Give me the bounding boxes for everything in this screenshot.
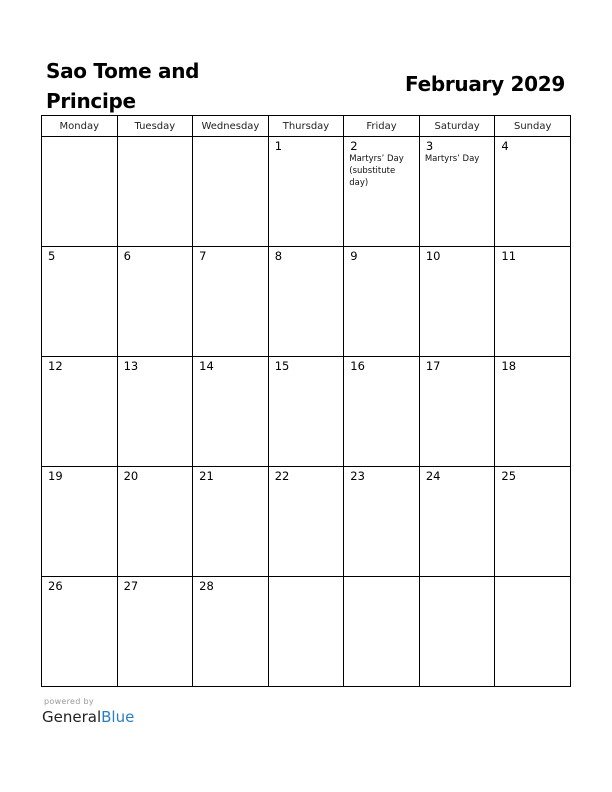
day-number [344, 577, 419, 579]
day-cell [193, 357, 269, 467]
day-cell [193, 577, 269, 687]
week-row [42, 137, 571, 247]
day-cell [419, 137, 495, 247]
day-number: 20 [123, 469, 139, 483]
week-row [42, 467, 571, 577]
week-row [42, 577, 571, 687]
week-row [42, 247, 571, 357]
day-number: 10 [425, 249, 441, 263]
day-cell [419, 577, 495, 687]
weekday-monday: Monday [42, 116, 118, 137]
day-number: 23 [350, 469, 365, 483]
day-number [420, 577, 495, 579]
weekday-sunday: Sunday [495, 116, 571, 137]
day-cell [344, 357, 420, 467]
day-number: 25 [501, 469, 517, 483]
weekday-friday: Friday [344, 116, 420, 137]
day-number: 9 [350, 249, 358, 263]
month-year-title: February 2029 [405, 72, 565, 96]
day-cell [42, 247, 118, 357]
day-number: 4 [501, 139, 509, 153]
day-number: 18 [501, 359, 517, 373]
logo-general-text: General [42, 708, 102, 726]
day-number: 27 [123, 579, 139, 593]
day-cell [495, 137, 571, 247]
day-cell [117, 577, 193, 687]
day-cell [495, 467, 571, 577]
day-number: 22 [274, 469, 290, 483]
day-cell [42, 357, 118, 467]
day-cell [268, 247, 344, 357]
day-cell [193, 467, 269, 577]
day-cell [344, 137, 420, 247]
day-number [495, 577, 570, 579]
day-number: 19 [48, 469, 63, 483]
day-cell [495, 577, 571, 687]
day-cell [193, 137, 269, 247]
day-cell [268, 467, 344, 577]
day-number [42, 137, 117, 139]
day-number: 1 [274, 139, 283, 153]
holiday-label: Martyrs’ Day [424, 154, 480, 164]
week-row [42, 357, 571, 467]
day-number: 7 [199, 249, 207, 263]
day-cell [117, 467, 193, 577]
day-number: 16 [350, 359, 365, 373]
day-cell [495, 247, 571, 357]
day-cell [42, 137, 118, 247]
footer-branding [42, 697, 134, 727]
day-number [118, 137, 193, 139]
day-number: 28 [199, 579, 214, 593]
day-cell [419, 467, 495, 577]
weekday-wednesday: Wednesday [193, 116, 269, 137]
day-cell [117, 357, 193, 467]
day-number: 15 [274, 359, 290, 373]
generalblue-logo[interactable] [42, 707, 134, 727]
day-cell [42, 577, 118, 687]
day-number [193, 137, 268, 139]
logo-blue-text: Blue [101, 708, 135, 726]
day-number: 8 [274, 249, 283, 263]
day-number: 24 [425, 469, 441, 483]
weekday-tuesday: Tuesday [117, 116, 193, 137]
day-number: 14 [199, 359, 214, 373]
day-cell [419, 357, 495, 467]
day-number: 12 [48, 359, 63, 373]
country-title: Sao Tome and Principe [46, 59, 200, 113]
day-cell [268, 137, 344, 247]
day-number: 6 [123, 249, 131, 263]
day-cell [193, 247, 269, 357]
day-number: 11 [501, 249, 517, 263]
weekday-header-row [42, 116, 571, 137]
day-cell [495, 357, 571, 467]
weekday-saturday: Saturday [419, 116, 495, 137]
day-cell [42, 467, 118, 577]
day-number: 17 [425, 359, 441, 373]
day-number [269, 577, 344, 579]
day-cell [117, 247, 193, 357]
day-cell [419, 247, 495, 357]
holiday-label: Martyrs’ Day (substitute day) [349, 154, 404, 188]
day-cell [344, 577, 420, 687]
powered-by-text: powered by [44, 697, 94, 706]
day-cell [344, 467, 420, 577]
day-cell [268, 577, 344, 687]
day-number: 13 [123, 359, 139, 373]
calendar-grid [41, 115, 571, 687]
day-cell [117, 137, 193, 247]
day-cell [344, 247, 420, 357]
day-number: 3 [425, 139, 434, 153]
day-number: 21 [199, 469, 214, 483]
day-cell [268, 357, 344, 467]
weekday-thursday: Thursday [268, 116, 344, 137]
day-number: 26 [48, 579, 63, 593]
day-number: 5 [48, 249, 56, 263]
day-number: 2 [350, 139, 358, 153]
